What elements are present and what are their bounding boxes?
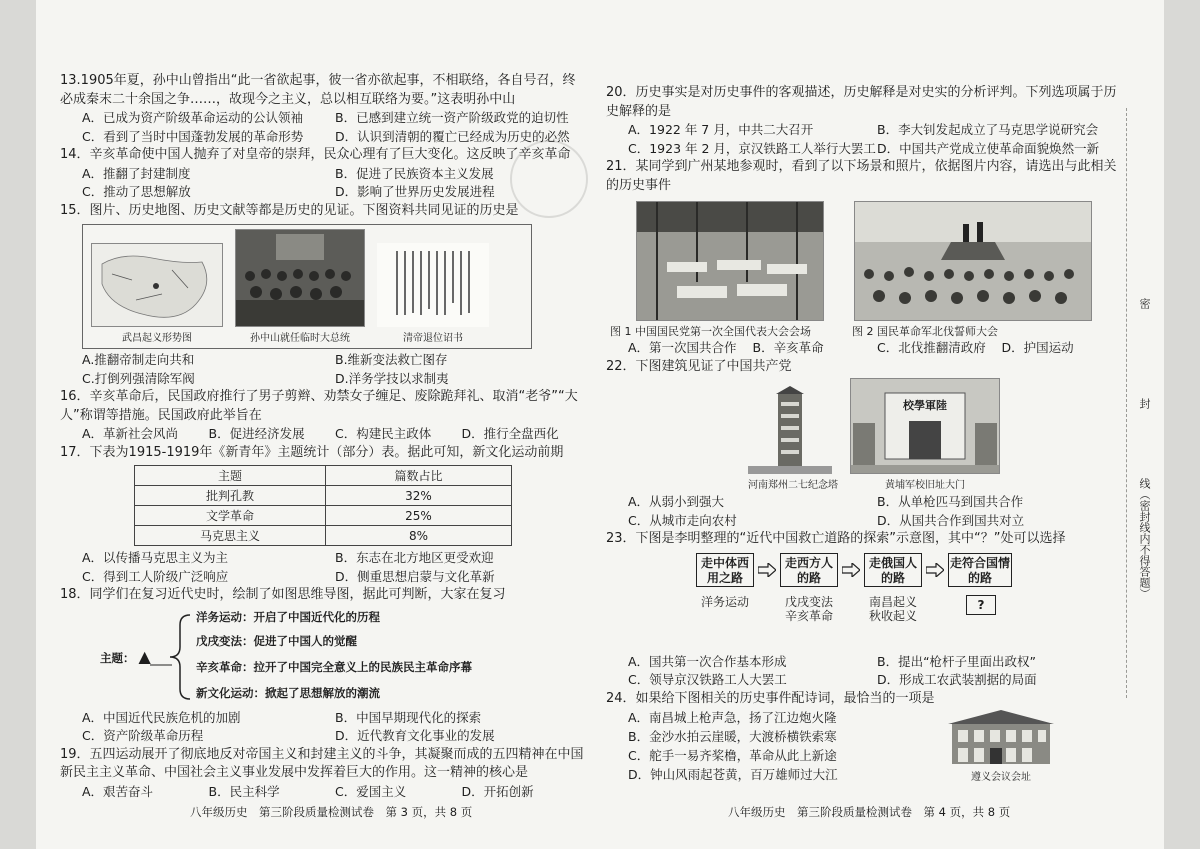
option-c[interactable]: C．构建民主政体	[335, 426, 432, 441]
option-d[interactable]: D．近代教育文化事业的发展	[335, 728, 495, 743]
tower-image	[748, 386, 832, 474]
figure-tower	[748, 386, 838, 491]
question-stem: 19．五四运动展开了彻底地反对帝国主义和封建主义的斗争，其凝聚而成的五四精神在中国新民主主义革命、中国社会主义事业发展中发挥着巨大的作用。这一精神的核心是	[60, 746, 584, 780]
photo-illustration	[236, 230, 364, 326]
edict-image	[377, 243, 489, 327]
tower-illustration	[748, 386, 832, 474]
options	[60, 109, 588, 146]
options	[606, 121, 1126, 158]
question-15	[60, 202, 588, 389]
option-b[interactable]: B．中国早期现代化的探索	[335, 709, 482, 725]
zunyi-building-image	[942, 704, 1060, 766]
table-cell: 批判孔教	[135, 486, 326, 506]
arrow-right-icon	[842, 563, 860, 577]
question-22	[606, 358, 1126, 531]
caption: 黄埔军校旧址大门	[885, 480, 965, 491]
option-a[interactable]: A.推翻帝制走向共和	[82, 352, 195, 367]
gate-illustration	[851, 379, 999, 473]
arrow-right-icon	[758, 563, 776, 577]
option-d[interactable]: D．形成工农武装割据的局面	[877, 672, 1037, 687]
options	[606, 339, 1126, 358]
options	[60, 165, 588, 202]
options	[60, 783, 588, 802]
page-footer-right: 八年级历史 第三阶段质量检测试卷 第 4 页，共 8 页	[728, 805, 1011, 819]
question-mark-box: ?	[966, 595, 996, 615]
question-stem: 15．图片、历史地图、历史文献等都是历史的见证。下图资料共同见证的历史是	[60, 202, 519, 218]
figure-photo	[235, 229, 365, 344]
options	[606, 653, 1126, 690]
option-c[interactable]: C．从城市走向农村	[628, 512, 737, 528]
question-stem: 24．如果给下图相关的历史事件配诗词，最恰当的一项是	[606, 690, 935, 706]
option-c[interactable]: C．舵手一易齐桨橹，革命从此上新途	[628, 748, 837, 763]
figure-row	[82, 224, 532, 349]
table-cell: 文学革命	[135, 506, 326, 526]
flow-diagram	[696, 553, 1126, 653]
figure-zunyi	[942, 704, 1060, 783]
topic-label: 主题：	[100, 650, 135, 665]
caption: 清帝退位诏书	[403, 333, 463, 344]
flow-label-3: 南昌起义 秋收起义	[868, 594, 917, 623]
margin-feng: 封	[1138, 398, 1151, 409]
flow-label-1: 洋务运动	[700, 594, 749, 609]
mind-map	[100, 607, 588, 707]
option-d[interactable]: D．护国运动	[1001, 340, 1074, 355]
caption: 遵义会议会址	[971, 771, 1031, 783]
options	[60, 549, 588, 586]
option-c[interactable]: C．资产阶级革命历程	[82, 728, 204, 743]
option-d[interactable]: D．推行全盘西化	[461, 426, 559, 441]
left-page	[60, 72, 588, 801]
map-illustration	[92, 244, 222, 326]
option-a[interactable]: A．第一次国共合作	[628, 340, 737, 355]
option-a[interactable]: A．艰苦奋斗	[82, 783, 154, 799]
option-a[interactable]: A．1922 年 7 月，中共二大召开	[628, 122, 814, 137]
option-b[interactable]: B．促进经济发展	[208, 426, 305, 441]
question-stem: 14．辛亥革命使中国人抛弃了对皇帝的崇拜，民众心理有了巨大变化。这反映了辛亥革命	[60, 147, 571, 162]
gate-inscription: 校學軍陸	[903, 399, 947, 412]
option-c[interactable]: C．领导京汉铁路工人大罢工	[628, 672, 787, 687]
question-17	[60, 444, 588, 587]
topic-placeholder-icon: ▲	[138, 646, 151, 666]
table-cell: 32%	[326, 486, 512, 506]
table-row	[135, 486, 512, 506]
topic-table	[134, 465, 512, 546]
flow-label-2: 戊戌变法 辛亥革命	[784, 594, 833, 623]
option-a[interactable]: A．推翻了封建制度	[82, 165, 191, 181]
caption-row	[610, 323, 1126, 339]
table-header	[135, 466, 512, 486]
option-c[interactable]: C．推动了思想解放	[82, 184, 191, 199]
question-23	[606, 530, 1126, 690]
flow-box-3: 走俄国人的路	[864, 553, 922, 587]
question-18	[60, 586, 588, 746]
seal-line	[1126, 108, 1127, 698]
option-b[interactable]: B.维新变法救亡图存	[335, 352, 448, 367]
table-cell: 8%	[326, 526, 512, 546]
margin-xian: 线（密封线内不得答题）	[1138, 478, 1151, 599]
options	[606, 493, 1126, 530]
map-image	[91, 243, 223, 327]
option-b[interactable]: B．李大钊发起成立了马克思学说研究会	[877, 122, 1099, 137]
branch-yangwu: 洋务运动：开启了中国近代化的历程	[196, 609, 380, 624]
option-d[interactable]: D．钟山风雨起苍黄，百万雄师过大江	[628, 767, 838, 782]
caption: 图 1 中国国民党第一次全国代表大会会场	[610, 325, 811, 338]
option-b[interactable]: B．辛亥革命	[752, 340, 824, 355]
caption: 河南郑州二七纪念塔	[748, 480, 838, 491]
options	[60, 709, 588, 746]
options	[60, 351, 588, 388]
arrow-right-icon	[926, 563, 944, 577]
question-20	[606, 84, 1126, 158]
question-16	[60, 388, 588, 444]
table-cell: 25%	[326, 506, 512, 526]
question-13	[60, 72, 588, 146]
question-stem: 22．下图建筑见证了中国共产党	[606, 358, 792, 374]
option-a[interactable]: A．国共第一次合作基本形成	[628, 653, 787, 669]
table-row	[135, 506, 512, 526]
brace-icon	[150, 607, 200, 707]
right-page	[606, 84, 1126, 784]
photo-illustration	[637, 202, 823, 320]
option-c[interactable]: C．1923 年 2 月，京汉铁路工人举行大罢工	[628, 140, 876, 156]
branch-xinwenhua: 新文化运动：掀起了思想解放的潮流	[196, 685, 380, 700]
group-photo	[235, 229, 365, 327]
figure-row	[636, 201, 1126, 321]
option-b[interactable]: B．金沙水拍云崖暖，大渡桥横铁索寒	[628, 729, 837, 744]
option-a[interactable]: A．以传播马克思主义为主	[82, 550, 229, 565]
flow-box-4: 走符合国情的路	[948, 553, 1012, 587]
header-cell: 篇数占比	[326, 466, 512, 486]
option-c[interactable]: C．看到了当时中国蓬勃发展的革命形势	[82, 128, 304, 144]
figure-row	[748, 378, 1126, 491]
caption: 武昌起义形势图	[122, 333, 192, 344]
option-c[interactable]: C．得到工人阶级广泛响应	[82, 568, 229, 584]
option-b[interactable]: B．促进了民族资本主义发展	[335, 165, 494, 181]
option-c[interactable]: C．爱国主义	[335, 783, 407, 799]
caption: 图 2 国民革命军北伐誓师大会	[852, 325, 998, 338]
figure-map	[91, 243, 223, 344]
table-row	[135, 526, 512, 546]
option-d[interactable]: D．从国共合作到国共对立	[877, 512, 1025, 528]
desk-edge-left	[0, 0, 36, 849]
options	[60, 425, 588, 444]
option-d[interactable]: D.洋务学技以求制夷	[335, 370, 449, 386]
option-a[interactable]: A．从弱小到强大	[628, 494, 725, 509]
flow-box-1: 走中体西用之路	[696, 553, 754, 587]
northern-expedition-photo	[854, 201, 1092, 321]
building-illustration	[942, 704, 1060, 766]
header-cell: 主题	[135, 466, 326, 486]
page-footer-left: 八年级历史 第三阶段质量检测试卷 第 3 页，共 8 页	[190, 805, 473, 819]
question-stem: 17．下表为1915-1919年《新青年》主题统计（部分）表。据此可知，新文化运动前期	[60, 444, 564, 460]
option-a[interactable]: A．已成为资产阶级革命运动的公认领袖	[82, 110, 304, 125]
figure-gate	[850, 378, 1000, 491]
question-stem: 20．历史事实是对历史事件的客观描述，历史解释是对史实的分析评判。下列选项属于历史解释的是	[606, 85, 1117, 119]
flow-box-2: 走西方人的路	[780, 553, 838, 587]
option-d[interactable]: D．侧重思想启蒙与文化革新	[335, 568, 495, 584]
margin-mi: 密	[1138, 298, 1151, 309]
option-b[interactable]: B．从单枪匹马到国共合作	[877, 494, 1024, 509]
option-d[interactable]: D．开拓创新	[461, 783, 534, 799]
option-c[interactable]: C.打倒列强清除军阀	[82, 370, 195, 386]
question-21	[606, 158, 1126, 358]
kmt-congress-photo	[636, 201, 824, 321]
gate-image	[850, 378, 1000, 474]
option-d[interactable]: D．中国共产党成立使革命面貌焕然一新	[877, 140, 1100, 156]
option-b[interactable]: B．民主科学	[208, 783, 280, 799]
question-stem: 13.1905年夏，孙中山曾指出“此一省欲起事，彼一省亦欲起事，不相联络，各自号召，终必成秦末二十余国之争……，故现今之主义，总以相互联络为要。”这表明孙中山	[60, 73, 576, 107]
option-b[interactable]: B．东志在北方地区更受欢迎	[335, 550, 494, 565]
option-b[interactable]: B．已感到建立统一资产阶级政党的迫切性	[335, 110, 569, 125]
option-c[interactable]: C．北伐推翻清政府	[877, 340, 986, 355]
option-d[interactable]: D．认识到清朝的覆亡已经成为历史的必然	[335, 128, 570, 144]
caption: 孙中山就任临时大总统	[250, 333, 350, 344]
edict-illustration	[377, 243, 489, 327]
option-d[interactable]: D．影响了世界历史发展进程	[335, 184, 495, 199]
option-a[interactable]: A．南昌城上枪声急，扬了江边炮火隆	[628, 710, 837, 725]
question-stem: 18．同学们在复习近代史时，绘制了如图思维导图，据此可判断，大家在复习	[60, 587, 506, 602]
question-19	[60, 746, 588, 802]
mind-map-topic	[100, 647, 151, 666]
branch-wuxu: 戊戌变法：促进了中国人的觉醒	[196, 633, 357, 648]
question-stem: 16．辛亥革命后，民国政府推行了男子剪辫、劝禁女子缠足、废除跪拜礼、取消“老爷”“大人”称谓等措施。民国政府此举旨在	[60, 389, 578, 423]
question-stem: 23．下图是李明整理的“近代中国救亡道路的探索”示意图，其中“？”处可以选择	[606, 531, 1066, 546]
question-stem: 21．某同学到广州某地参观时，看到了以下场景和照片，依据图片内容，请选出与此相关的历史事件	[606, 159, 1117, 193]
branch-xinhai: 辛亥革命：拉开了中国完全意义上的民族民主革命序幕	[196, 659, 472, 674]
question-24	[606, 690, 1126, 785]
photo-illustration	[855, 202, 1091, 320]
table-cell: 马克思主义	[135, 526, 326, 546]
option-b[interactable]: B．提出“枪杆子里面出政权”	[877, 653, 1037, 669]
option-a[interactable]: A．革新社会风尚	[82, 426, 179, 441]
figure-edict	[377, 243, 489, 344]
desk-edge-right	[1164, 0, 1200, 849]
option-a[interactable]: A．中国近代民族危机的加剧	[82, 709, 241, 725]
question-14	[60, 146, 588, 202]
